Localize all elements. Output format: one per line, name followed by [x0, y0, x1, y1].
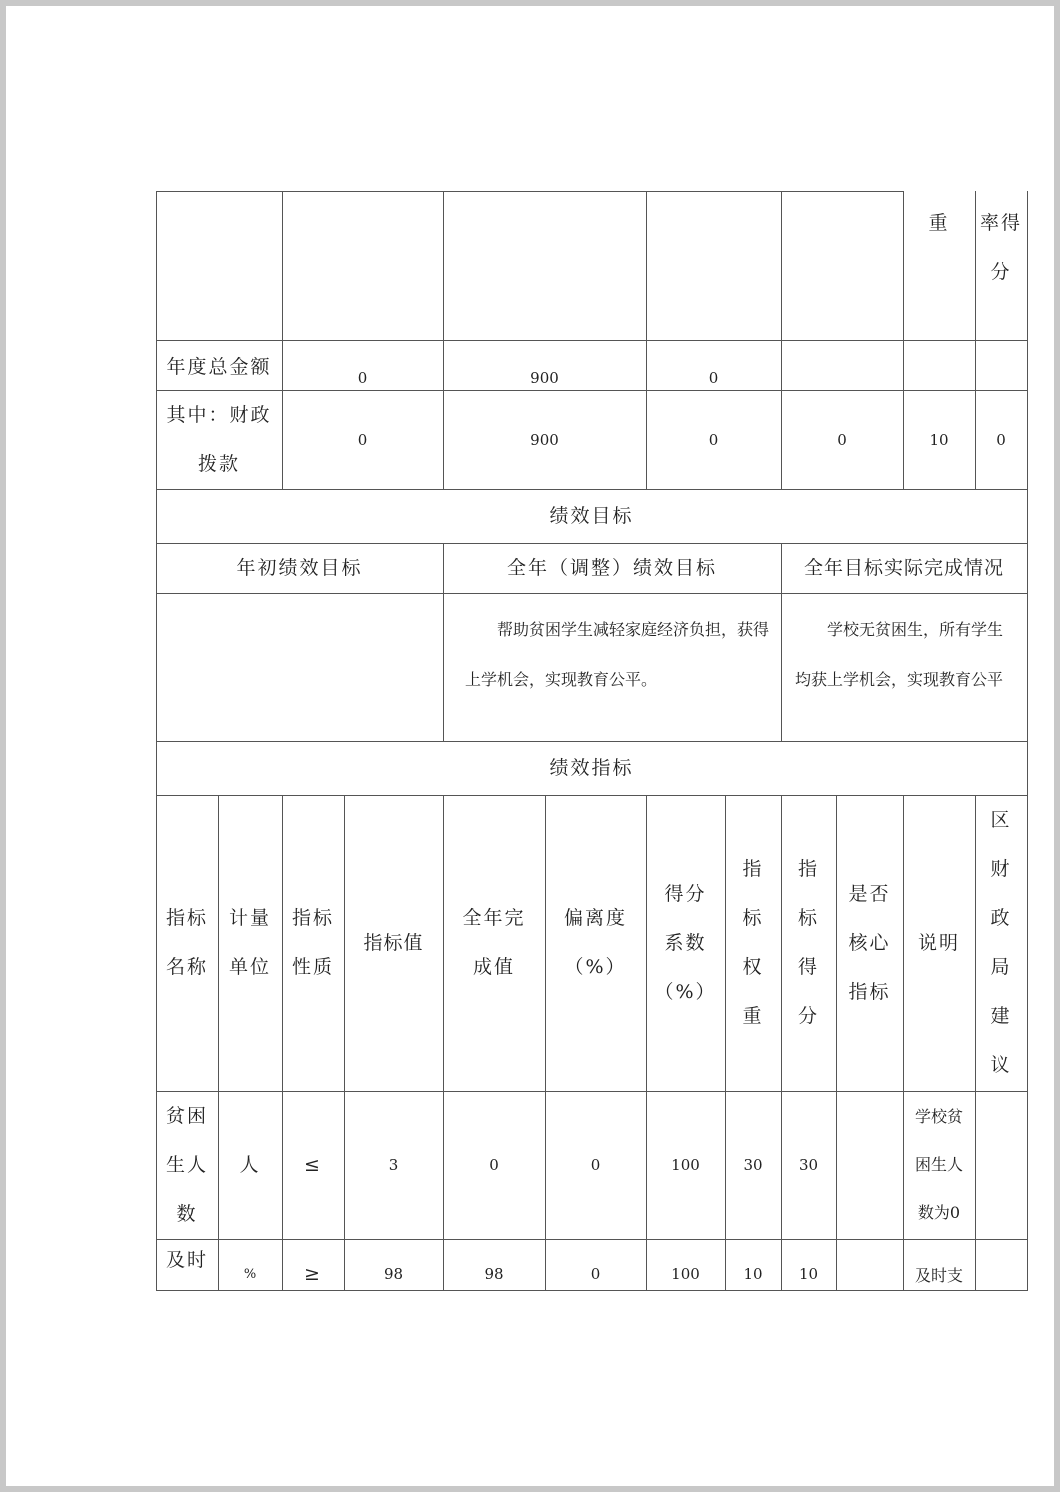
- budget-row-fiscal-c6: 0: [996, 431, 1006, 449]
- grid-v: [282, 191, 283, 490]
- ind-header-coef: 得分系数（%）: [654, 882, 717, 1003]
- goals-actual-text: 学校无贫困生，所有学生均获上学机会，实现教育公平: [795, 620, 1004, 689]
- grid-v: [344, 795, 345, 1291]
- ind-row1-weight: 30: [743, 1156, 763, 1174]
- budget-row-fiscal-c4: 0: [837, 431, 847, 449]
- ind-row1-core: [836, 1091, 903, 1239]
- ind-row2-dev: 0: [590, 1265, 601, 1283]
- grid-v: [903, 795, 904, 1291]
- budget-row-fiscal-c2: 900: [530, 431, 559, 449]
- grid-h: [156, 593, 1027, 594]
- grid-v: [545, 795, 546, 1291]
- grid-v: [975, 795, 976, 1291]
- ind-row1-dev: 0: [590, 1156, 601, 1174]
- grid-h: [156, 1239, 1027, 1240]
- grid-h: [156, 741, 1027, 742]
- budget-header-col6-text: 重: [928, 212, 950, 234]
- ind-row1-coef: 100: [671, 1156, 700, 1174]
- grid-v: [781, 543, 782, 741]
- grid-h: [156, 340, 1027, 341]
- goals-header-initial: 年初绩效目标: [236, 556, 363, 579]
- ind-row1-name: 贫困生人数: [165, 1104, 208, 1225]
- grid-v: [781, 191, 782, 490]
- grid-v: [725, 795, 726, 1291]
- ind-header-nature: 指标性质: [291, 907, 334, 978]
- ind-row2-name: 及时: [165, 1249, 208, 1271]
- ind-row2-done: 98: [484, 1265, 504, 1283]
- grid-v-left: [156, 191, 157, 1291]
- goals-header-adjusted: 全年（调整）绩效目标: [506, 556, 717, 579]
- ind-header-core: 是否核心指标: [848, 882, 891, 1003]
- ind-row1-note: 学校贫困生人数为0: [914, 1107, 963, 1222]
- budget-row-total-label: 年度总金额: [166, 356, 272, 378]
- budget-header-col7: [975, 191, 1027, 341]
- goals-section-title: 绩效目标: [549, 505, 634, 527]
- grid-v: [646, 191, 647, 490]
- grid-v: [903, 191, 904, 490]
- grid-h: [156, 543, 1027, 544]
- goals-header-actual: 全年目标实际完成情况: [803, 556, 1004, 579]
- grid-v: [443, 795, 444, 1291]
- ind-header-dev: 偏离度（%）: [563, 907, 627, 978]
- ind-row2-unit: %: [243, 1266, 257, 1282]
- document-page: [6, 6, 1054, 1486]
- grid-h-top: [156, 191, 903, 192]
- budget-header-col7-text: 率得分: [979, 212, 1022, 283]
- ind-row2-note: 及时支: [914, 1265, 963, 1285]
- budget-row-total-c2: 900: [530, 369, 559, 387]
- ind-header-name: 指标名称: [165, 907, 208, 978]
- grid-v: [836, 795, 837, 1291]
- ind-header-unit: 计量单位: [228, 907, 271, 978]
- ind-row1-unit: 人: [239, 1153, 261, 1176]
- grid-h: [156, 489, 1027, 490]
- budget-header-col6: [903, 191, 975, 341]
- grid-v: [781, 795, 782, 1291]
- ind-row2-advice: [975, 1254, 1027, 1294]
- grid-h: [156, 1091, 1027, 1092]
- ind-header-weight: 指标权重: [742, 858, 764, 1027]
- ind-header-note: 说明: [917, 931, 960, 954]
- goals-adjusted-text: 帮助贫困学生减轻家庭经济负担，获得上学机会，实现教育公平。: [465, 620, 770, 689]
- grid-h: [156, 390, 1027, 391]
- ind-row2-score: 10: [798, 1265, 819, 1283]
- ind-header-score: 指标得分: [797, 858, 819, 1027]
- grid-v-right: [1027, 191, 1028, 1291]
- indicators-section-title: 绩效指标: [549, 756, 634, 779]
- goals-initial-text: [156, 593, 443, 741]
- ind-row2-nature: ≥: [304, 1263, 322, 1285]
- ind-row2-core: [836, 1254, 903, 1294]
- grid-v: [443, 543, 444, 741]
- budget-row-fiscal-c3: 0: [708, 431, 719, 449]
- ind-row2-target: 98: [383, 1265, 404, 1283]
- ind-row2-weight: 10: [743, 1265, 763, 1283]
- budget-row-fiscal-c5: 10: [929, 431, 949, 449]
- grid-h: [156, 795, 1027, 796]
- ind-row1-target: 3: [388, 1156, 399, 1174]
- grid-v: [218, 795, 219, 1291]
- budget-row-fiscal-label: 其中：财政拨款: [166, 404, 272, 475]
- budget-row-total-c3: 0: [708, 369, 719, 387]
- grid-v: [443, 191, 444, 490]
- ind-row1-score: 30: [798, 1156, 819, 1174]
- ind-header-done: 全年完成值: [462, 907, 526, 978]
- ind-row1-nature: ≤: [304, 1153, 322, 1176]
- grid-v: [646, 795, 647, 1291]
- budget-row-total-c1: 0: [357, 369, 368, 387]
- ind-row1-advice: [975, 1091, 1027, 1239]
- grid-v: [975, 191, 976, 490]
- grid-v: [282, 795, 283, 1291]
- grid-h-bottom: [156, 1290, 1027, 1291]
- ind-row1-done: 0: [489, 1156, 499, 1174]
- ind-row2-coef: 100: [671, 1265, 700, 1283]
- ind-header-target: 指标值: [363, 931, 424, 954]
- budget-row-fiscal-c1: 0: [357, 431, 368, 449]
- ind-header-advice: 区财政局建议: [990, 809, 1012, 1076]
